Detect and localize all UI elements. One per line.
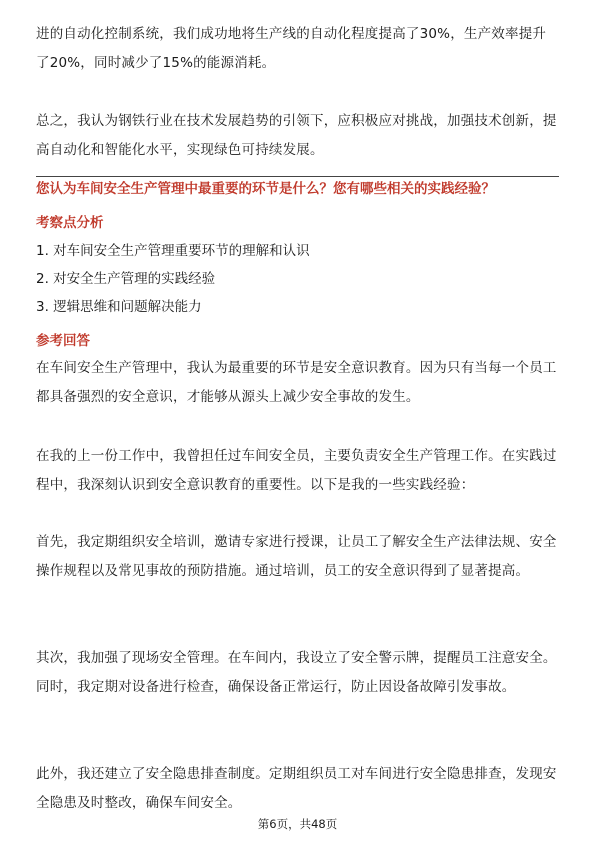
analysis-point: 2. 对安全生产管理的实践经验 (36, 271, 216, 287)
answer-paragraph: 在车间安全生产管理中，我认为最重要的环节是安全意识教育。因为只有当每一个员工都具备强烈的安全意识，才能够从源头上减少安全事故的发生。 (36, 360, 557, 405)
intro-paragraph: 总之，我认为钢铁行业在技术发展趋势的引领下，应积极应对挑战，加强技术创新，提高自动化和智能化水平，实现绿色可持续发展。 (36, 113, 557, 158)
answer-paragraph: 此外，我还建立了安全隐患排查制度。定期组织员工对车间进行安全隐患排查，发现安全隐患及时整改，确保车间安全。 (36, 766, 557, 811)
answer-paragraph: 在我的上一份工作中，我曾担任过车间安全员，主要负责安全生产管理工作。在实践过程中，我深刻认识到安全意识教育的重要性。以下是我的一些实践经验： (36, 448, 557, 493)
analysis-title: 考察点分析 (36, 215, 104, 231)
analysis-point: 1. 对车间安全生产管理重要环节的理解和认识 (36, 243, 310, 259)
answer-paragraph: 其次，我加强了现场安全管理。在车间内，我设立了安全警示牌，提醒员工注意安全。同时，我定期对设备进行检查，确保设备正常运行，防止因设备故障引发事故。 (36, 650, 557, 695)
question-heading: 您认为车间安全生产管理中最重要的环节是什么？您有哪些相关的实践经验？ (36, 181, 495, 197)
answer-paragraph: 首先，我定期组织安全培训，邀请专家进行授课，让员工了解安全生产法律法规、安全操作规程以及常见事故的预防措施。通过培训，员工的安全意识得到了显著提高。 (36, 534, 557, 579)
answer-title: 参考回答 (36, 333, 90, 349)
page-number-footer: 第6页，共48页 (257, 817, 338, 831)
analysis-point: 3. 逻辑思维和问题解决能力 (36, 299, 202, 315)
intro-paragraph: 进的自动化控制系统，我们成功地将生产线的自动化程度提高了30%，生产效率提升了20%，同时减少了15%的能源消耗。 (36, 26, 547, 71)
